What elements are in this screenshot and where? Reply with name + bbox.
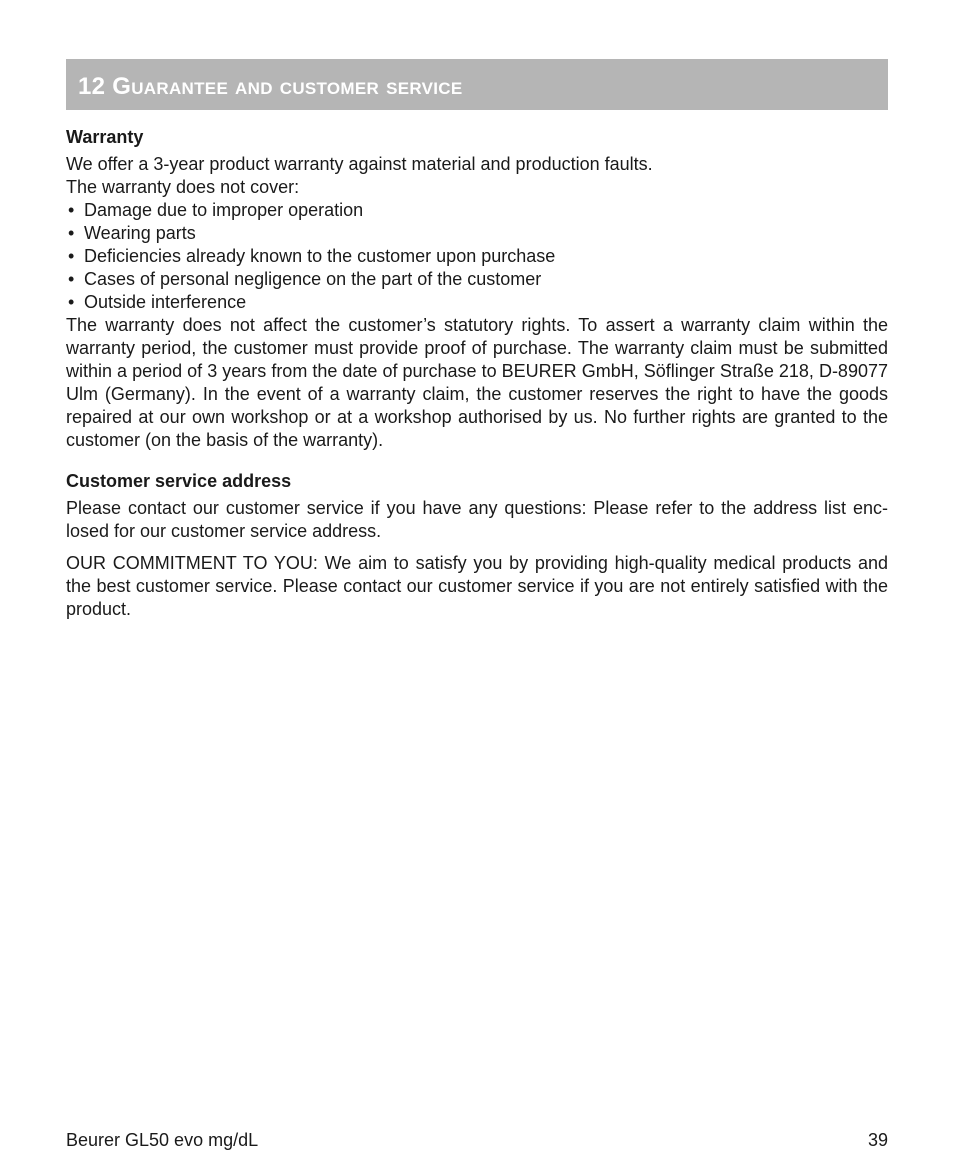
customer-service-body: Please contact our customer service if you have any questions: Please refer to the address list enclosed for our customer service address.	[66, 498, 888, 541]
warranty-not-cover: The warranty does not cover:	[66, 177, 300, 197]
list-item: • Cases of personal negligence on the part of the customer	[68, 269, 542, 289]
page-content	[66, 126, 888, 621]
list-item: • Damage due to improper operation	[68, 200, 364, 220]
warranty-body: The warranty does not affect the customer’s statutory rights. To assert a warranty claim within the warranty period, the customer must provide proof of purchase. The warranty claim must be submitted within a period of 3 years from the date of purchase to BEURER GmbH, Söflinger Straße 218, D-89077 Ulm (Germany). In the event of a warranty claim, the customer reserves the right to have the goods repaired at our own workshop or at a workshop authorised by us. No further rights are granted to the customer (on the basis of the warranty).	[66, 315, 888, 450]
section-title: 12 Guarantee and customer service	[78, 72, 463, 100]
bullet-icon: •	[68, 223, 75, 243]
footer-page-number: 39	[867, 1130, 888, 1150]
commitment-paragraph: OUR COMMITMENT TO YOU: We aim to satisfy you by providing high-quality medical products and the best customer service. Please contact our customer service if you are not entirely satisfied with the product.	[66, 553, 888, 619]
bullet-icon: •	[68, 269, 75, 289]
warranty-intro: We offer a 3-year product warranty against material and production faults.	[66, 154, 653, 174]
bullet-icon: •	[68, 200, 75, 220]
footer-product-name: Beurer GL50 evo mg/dL	[66, 1130, 259, 1150]
warranty-exclusions-list	[66, 199, 888, 314]
warranty-heading: Warranty	[66, 127, 144, 147]
bullet-icon: •	[68, 292, 75, 312]
bullet-icon: •	[68, 246, 75, 266]
section-header-bar	[66, 59, 888, 110]
list-item: • Deficiencies already known to the customer upon purchase	[68, 246, 556, 266]
list-item: • Outside interference	[68, 292, 247, 312]
list-item: • Wearing parts	[68, 223, 196, 243]
customer-service-heading: Customer service address	[66, 471, 292, 491]
